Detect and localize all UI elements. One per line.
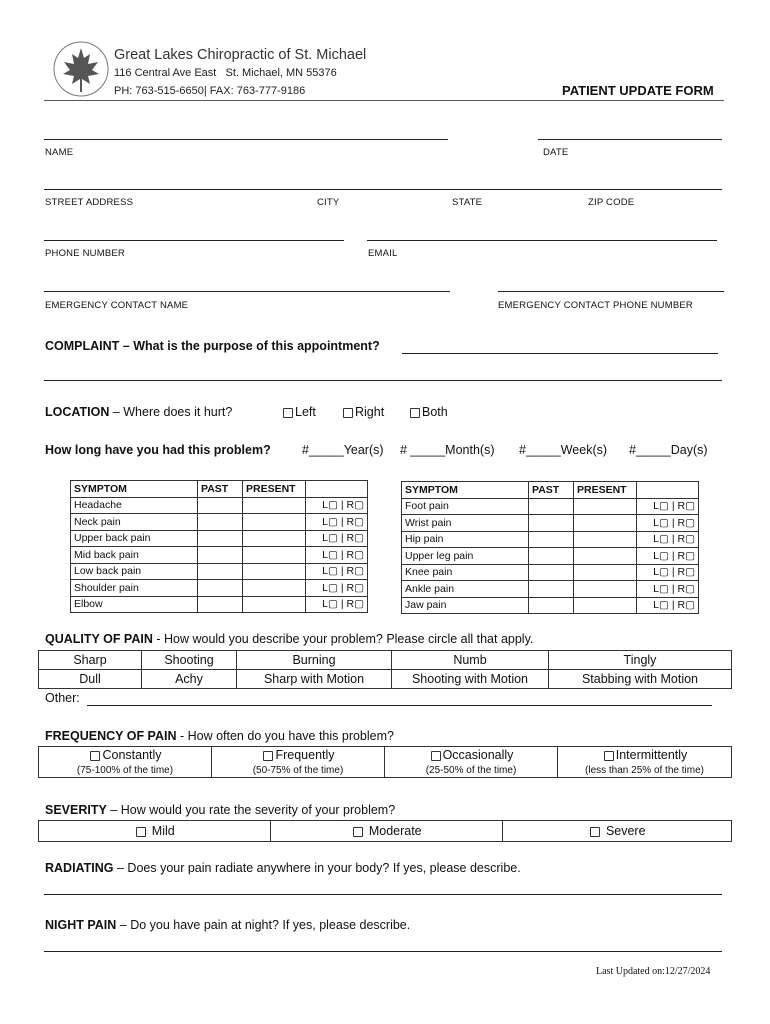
- checkbox-icon[interactable]: [410, 408, 420, 418]
- night-pain-text: – Do you have pain at night? If yes, please describe.: [116, 918, 411, 932]
- table-row: [402, 498, 699, 515]
- present-cell[interactable]: [574, 581, 637, 598]
- left-right-checkboxes[interactable]: L▢ | R▢: [637, 531, 699, 548]
- checkbox-icon[interactable]: [590, 827, 600, 837]
- past-cell[interactable]: [529, 597, 574, 614]
- night-pain-label: NIGHT PAIN: [45, 918, 117, 932]
- symptom-name: Headache: [71, 497, 198, 514]
- past-cell[interactable]: [198, 514, 243, 531]
- zip-label: ZIP CODE: [588, 197, 635, 208]
- city-label: CITY: [317, 197, 340, 208]
- table-row: [402, 515, 699, 532]
- table-row: [71, 497, 368, 514]
- symptom-name: Upper leg pain: [402, 548, 529, 565]
- duration-label: How long have you had this problem?: [45, 443, 271, 457]
- form-title: PATIENT UPDATE FORM: [562, 83, 714, 98]
- lr-header: [637, 482, 699, 499]
- left-right-checkboxes[interactable]: L▢ | R▢: [306, 580, 368, 597]
- symptom-header: SYMPTOM: [402, 482, 529, 499]
- table-row: [71, 596, 368, 613]
- left-right-checkboxes[interactable]: L▢ | R▢: [306, 514, 368, 531]
- symptom-table-right: [401, 481, 699, 614]
- past-cell[interactable]: [529, 515, 574, 532]
- name-field[interactable]: [44, 139, 448, 140]
- last-updated: Last Updated on:12/27/2024: [596, 966, 711, 977]
- symptom-name: Knee pain: [402, 564, 529, 581]
- emergency-name-field[interactable]: [44, 291, 450, 292]
- left-right-checkboxes[interactable]: L▢ | R▢: [306, 547, 368, 564]
- past-cell[interactable]: [529, 498, 574, 515]
- severity-option-mild[interactable]: Mild: [39, 821, 271, 842]
- header-divider: [44, 100, 724, 101]
- severity-text: – How would you rate the severity of your problem?: [106, 803, 396, 817]
- left-right-checkboxes[interactable]: L▢ | R▢: [637, 581, 699, 598]
- name-label: NAME: [45, 147, 74, 158]
- complaint-field[interactable]: [402, 353, 718, 354]
- symptom-header: SYMPTOM: [71, 481, 198, 498]
- symptom-name: Neck pain: [71, 514, 198, 531]
- quality-grid: [38, 650, 732, 689]
- quality-option[interactable]: Achy: [142, 670, 237, 689]
- present-cell[interactable]: [574, 531, 637, 548]
- quality-option[interactable]: Sharp with Motion: [237, 670, 392, 689]
- present-cell[interactable]: [574, 597, 637, 614]
- checkbox-icon[interactable]: [343, 408, 353, 418]
- symptom-name: Jaw pain: [402, 597, 529, 614]
- present-cell[interactable]: [243, 514, 306, 531]
- past-cell[interactable]: [198, 563, 243, 580]
- present-cell[interactable]: [574, 548, 637, 565]
- symptom-name: Shoulder pain: [71, 580, 198, 597]
- emergency-name-label: EMERGENCY CONTACT NAME: [45, 300, 189, 311]
- past-header: PAST: [198, 481, 243, 498]
- symptom-name: Elbow: [71, 596, 198, 613]
- duration-years[interactable]: #_____Year(s): [302, 443, 384, 457]
- clinic-phone-fax: PH: 763-515-6650| FAX: 763-777-9186: [114, 85, 306, 97]
- street-address-label: STREET ADDRESS: [45, 197, 134, 208]
- table-row: [71, 580, 368, 597]
- quality-question: [45, 632, 533, 646]
- location-question: [45, 405, 232, 419]
- table-row: [402, 564, 699, 581]
- frequency-label: FREQUENCY OF PAIN: [45, 729, 177, 743]
- radiating-label: RADIATING: [45, 861, 114, 875]
- table-row: [71, 514, 368, 531]
- left-right-checkboxes[interactable]: L▢ | R▢: [306, 563, 368, 580]
- frequency-option-constantly[interactable]: Constantly (75-100% of the time): [39, 747, 212, 778]
- checkbox-icon[interactable]: [431, 751, 441, 761]
- quality-other-field[interactable]: [87, 705, 712, 706]
- location-label: LOCATION: [45, 405, 110, 419]
- table-row: [402, 531, 699, 548]
- table-row: [402, 597, 699, 614]
- clinic-name: Great Lakes Chiropractic of St. Michael: [114, 47, 367, 63]
- present-cell[interactable]: [243, 563, 306, 580]
- frequency-option-intermittently[interactable]: Intermittently (less than 25% of the time): [558, 747, 732, 778]
- checkbox-icon[interactable]: [604, 751, 614, 761]
- checkbox-icon[interactable]: [136, 827, 146, 837]
- symptom-name: Wrist pain: [402, 515, 529, 532]
- frequency-question: [45, 729, 394, 743]
- complaint-field-2[interactable]: [44, 380, 722, 381]
- severity-option-severe[interactable]: Severe: [503, 821, 732, 842]
- present-cell[interactable]: [574, 564, 637, 581]
- phone-field[interactable]: [44, 240, 344, 241]
- severity-label: SEVERITY: [45, 803, 107, 817]
- past-cell[interactable]: [198, 497, 243, 514]
- left-right-checkboxes[interactable]: L▢ | R▢: [306, 596, 368, 613]
- left-right-checkboxes[interactable]: L▢ | R▢: [637, 548, 699, 565]
- quality-option[interactable]: Stabbing with Motion: [549, 670, 732, 689]
- quality-option[interactable]: Shooting with Motion: [392, 670, 549, 689]
- left-right-checkboxes[interactable]: L▢ | R▢: [637, 597, 699, 614]
- emergency-phone-label: EMERGENCY CONTACT PHONE NUMBER: [498, 300, 693, 311]
- symptom-name: Upper back pain: [71, 530, 198, 547]
- quality-option[interactable]: Dull: [39, 670, 142, 689]
- checkbox-icon[interactable]: [353, 827, 363, 837]
- table-row: [71, 563, 368, 580]
- quality-option[interactable]: Tingly: [549, 651, 732, 670]
- quality-other-label: Other:: [45, 691, 80, 705]
- table-row: [71, 530, 368, 547]
- past-cell[interactable]: [529, 581, 574, 598]
- past-cell[interactable]: [198, 580, 243, 597]
- present-cell[interactable]: [243, 547, 306, 564]
- checkbox-icon[interactable]: [283, 408, 293, 418]
- present-header: PRESENT: [574, 482, 637, 499]
- severity-grid: [38, 820, 732, 842]
- left-right-checkboxes[interactable]: L▢ | R▢: [637, 498, 699, 515]
- address-field[interactable]: [44, 189, 722, 190]
- left-right-checkboxes[interactable]: L▢ | R▢: [306, 530, 368, 547]
- duration-months[interactable]: # _____Month(s): [400, 443, 495, 457]
- past-header: PAST: [529, 482, 574, 499]
- left-right-checkboxes[interactable]: L▢ | R▢: [637, 564, 699, 581]
- table-row: [402, 581, 699, 598]
- present-cell[interactable]: [243, 497, 306, 514]
- checkbox-icon[interactable]: [90, 751, 100, 761]
- past-cell[interactable]: [198, 547, 243, 564]
- past-cell[interactable]: [529, 548, 574, 565]
- email-field[interactable]: [367, 240, 717, 241]
- present-cell[interactable]: [243, 596, 306, 613]
- symptom-name: Foot pain: [402, 498, 529, 515]
- table-row: [71, 547, 368, 564]
- present-cell[interactable]: [574, 498, 637, 515]
- table-row: [402, 548, 699, 565]
- present-cell[interactable]: [243, 580, 306, 597]
- symptom-table-left: [70, 480, 368, 613]
- present-header: PRESENT: [243, 481, 306, 498]
- location-option-right[interactable]: Right: [341, 405, 384, 419]
- past-cell[interactable]: [198, 596, 243, 613]
- left-right-checkboxes[interactable]: L▢ | R▢: [637, 515, 699, 532]
- date-label: DATE: [543, 147, 569, 158]
- severity-question: [45, 803, 395, 817]
- location-option-both[interactable]: Both: [408, 405, 448, 419]
- phone-label: PHONE NUMBER: [45, 248, 125, 259]
- present-cell[interactable]: [243, 530, 306, 547]
- checkbox-icon[interactable]: [263, 751, 273, 761]
- state-label: STATE: [452, 197, 483, 208]
- clinic-logo: [52, 40, 110, 98]
- date-field[interactable]: [538, 139, 722, 140]
- emergency-phone-field[interactable]: [498, 291, 724, 292]
- quality-option[interactable]: Burning: [237, 651, 392, 670]
- email-label: EMAIL: [368, 248, 398, 259]
- radiating-field[interactable]: [44, 894, 722, 895]
- frequency-text: - How often do you have this problem?: [176, 729, 394, 743]
- duration-weeks[interactable]: #_____Week(s): [519, 443, 608, 457]
- complaint-label: COMPLAINT – What is the purpose of this appointment?: [45, 339, 380, 353]
- symptom-name: Ankle pain: [402, 581, 529, 598]
- frequency-grid: [38, 746, 732, 778]
- night-pain-field[interactable]: [44, 951, 722, 952]
- duration-days[interactable]: #_____Day(s): [629, 443, 708, 457]
- symptom-name: Low back pain: [71, 563, 198, 580]
- past-cell[interactable]: [529, 564, 574, 581]
- radiating-text: – Does your pain radiate anywhere in your body? If yes, please describe.: [113, 861, 521, 875]
- past-cell[interactable]: [198, 530, 243, 547]
- quality-option[interactable]: Sharp: [39, 651, 142, 670]
- quality-text: - How would you describe your problem? Please circle all that apply.: [152, 632, 534, 646]
- frequency-option-frequently[interactable]: Frequently (50-75% of the time): [212, 747, 385, 778]
- severity-option-moderate[interactable]: Moderate: [271, 821, 503, 842]
- past-cell[interactable]: [529, 531, 574, 548]
- left-right-checkboxes[interactable]: L▢ | R▢: [306, 497, 368, 514]
- radiating-question: [45, 861, 521, 875]
- symptom-name: Hip pain: [402, 531, 529, 548]
- lr-header: [306, 481, 368, 498]
- quality-option[interactable]: Numb: [392, 651, 549, 670]
- frequency-option-occasionally[interactable]: Occasionally (25-50% of the time): [385, 747, 558, 778]
- location-option-left[interactable]: Left: [281, 405, 316, 419]
- quality-label: QUALITY OF PAIN: [45, 632, 153, 646]
- location-text: – Where does it hurt?: [109, 405, 233, 419]
- present-cell[interactable]: [574, 515, 637, 532]
- clinic-address: 116 Central Ave East St. Michael, MN 55376: [114, 67, 337, 79]
- symptom-name: Mid back pain: [71, 547, 198, 564]
- quality-option[interactable]: Shooting: [142, 651, 237, 670]
- maple-leaf-icon: [52, 40, 110, 98]
- night-pain-question: [45, 918, 410, 932]
